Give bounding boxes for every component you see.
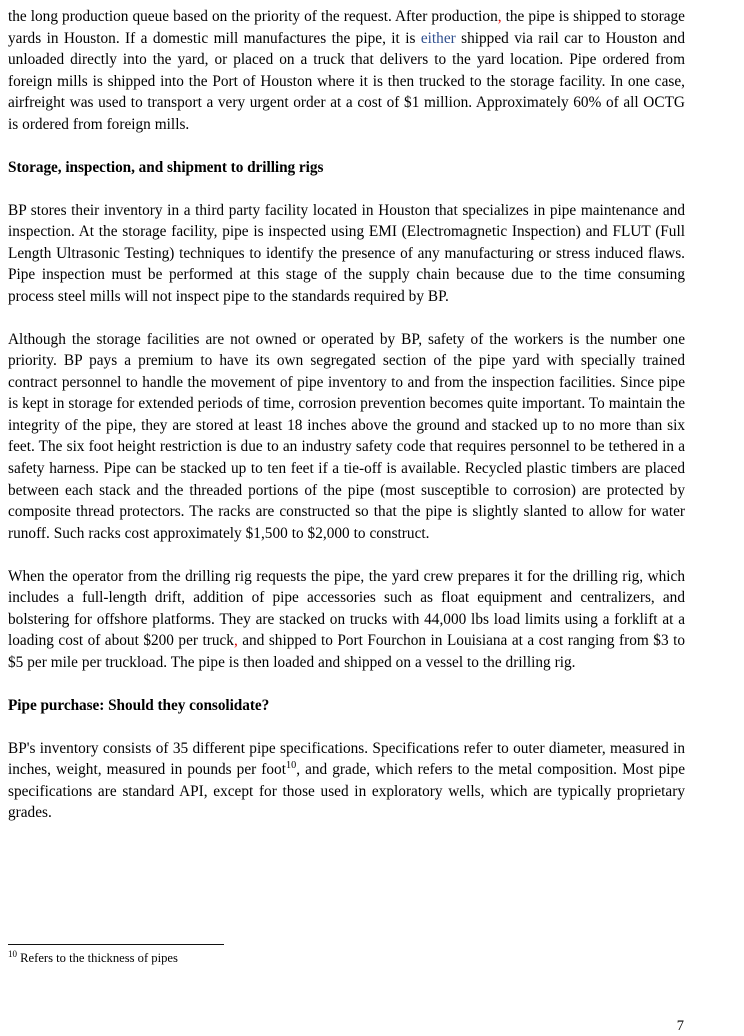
spacer bbox=[8, 716, 685, 737]
section-heading-pipe-purchase: Pipe purchase: Should they consolidate? bbox=[8, 696, 270, 714]
paragraph-5-segment-1: BP's inventory consists of 35 different pipe specifications. Specifications refer to outer diameter, measured in inches, weight, measured in pounds per foot bbox=[8, 739, 685, 779]
page-body-content bbox=[8, 6, 685, 824]
footnote-marker-10: 10 bbox=[8, 948, 17, 959]
footnote-area bbox=[8, 944, 685, 966]
paragraph-rig-request-transport bbox=[8, 566, 685, 674]
blue-word-either: either bbox=[420, 29, 456, 47]
paragraph-storage-facility-inspection: BP stores their inventory in a third party facility located in Houston that specializes in pipe maintenance and inspection. At the storage facility, pipe is inspected using EMI (Electromagnetic Inspection) and FLUT (Full Length Ultrasonic Testing) techniques to identify the presence of any manufacturing or stress induced flaws. Pipe inspection must be performed at this stage of the supply chain because due to the time consuming process steel mills will not inspect pipe to the standards required by BP. bbox=[8, 201, 685, 305]
paragraph-safety-and-racks: Although the storage facilities are not owned or operated by BP, safety of the workers is the number one priority. BP pays a premium to have its own segregated section of the pipe yard with specially trained contract personnel to handle the movement of pipe inventory to and from the inspection facilities. Since pipe is kept in storage for extended periods of time, corrosion prevention becomes quite important. To maintain the integrity of the pipe, they are stored at least 18 inches above the ground and stacked up to no more than six feet. The six foot height restriction is due to an industry safety code that requires personnel to be tethered in a safety harness. Pipe can be stacked up to ten feet if a tie-off is available. Recycled plastic timbers are placed between each stack and the threaded portions of the pipe (most susceptible to corrosion) are protected by composite thread protectors. The racks are constructed so that the pipe is slightly slanted to allow for water runoff. Such racks cost approximately $1,500 to $2,000 to construct. bbox=[8, 330, 685, 542]
paragraph-1-segment-3: shipped via rail car to Houston and unloaded directly into the yard, or placed on a truck that delivers to the yard location. Pipe ordered from foreign mills is shipped into the Port of Houston where it is then trucked to the storage facility. In one case, airfreight was used to transport a very urgent order at a cost of $1 million. Approximately 60% of all OCTG is ordered from foreign mills. bbox=[8, 29, 685, 133]
paragraph-4-segment-2: and shipped to Port Fourchon in Louisiana at a cost ranging from $3 to $5 per mile per truckload. The pipe is then loaded and shipped on a vessel to the drilling rig. bbox=[8, 632, 685, 671]
footnote-separator-rule bbox=[8, 944, 224, 945]
paragraph-1-segment-1: the long production queue based on the priority of the request. After production bbox=[8, 8, 498, 25]
footnote-reference-10[interactable]: 10 bbox=[285, 760, 297, 772]
spacer bbox=[8, 673, 685, 694]
spacer bbox=[8, 307, 685, 328]
paragraph-production-shipping bbox=[8, 6, 685, 135]
page-number: 7 bbox=[676, 1018, 684, 1034]
spacer bbox=[8, 135, 685, 156]
spacer bbox=[8, 178, 685, 199]
footnote-text: Refers to the thickness of pipes bbox=[17, 951, 178, 965]
paragraph-4-segment-1: When the operator from the drilling rig requests the pipe, the yard crew prepares it for the drilling rig, which includes a full-length drift, addition of pipe accessories such as float equipment and centralizers, and bolstering for offshore platforms. They are stacked on trucks with 44,000 lbs load limits using a forklift at a loading cost of about $200 per truck bbox=[8, 567, 685, 650]
paragraph-1-segment-2: the pipe is shipped to storage yards in Houston. If a domestic mill manufactures the pipe, it is bbox=[8, 8, 685, 47]
footnote-entry bbox=[8, 950, 685, 966]
section-heading-storage-inspection: Storage, inspection, and shipment to drilling rigs bbox=[8, 158, 324, 176]
paragraph-5-segment-2: , and grade, which refers to the metal composition. Most pipe specifications are standard API, except for those used in exploratory wells, which are typically proprietary grades. bbox=[8, 761, 685, 822]
red-comma-after-truck: , bbox=[233, 632, 238, 650]
spacer bbox=[8, 544, 685, 565]
red-comma-after-production: , bbox=[497, 8, 502, 25]
paragraph-pipe-specifications bbox=[8, 738, 685, 824]
